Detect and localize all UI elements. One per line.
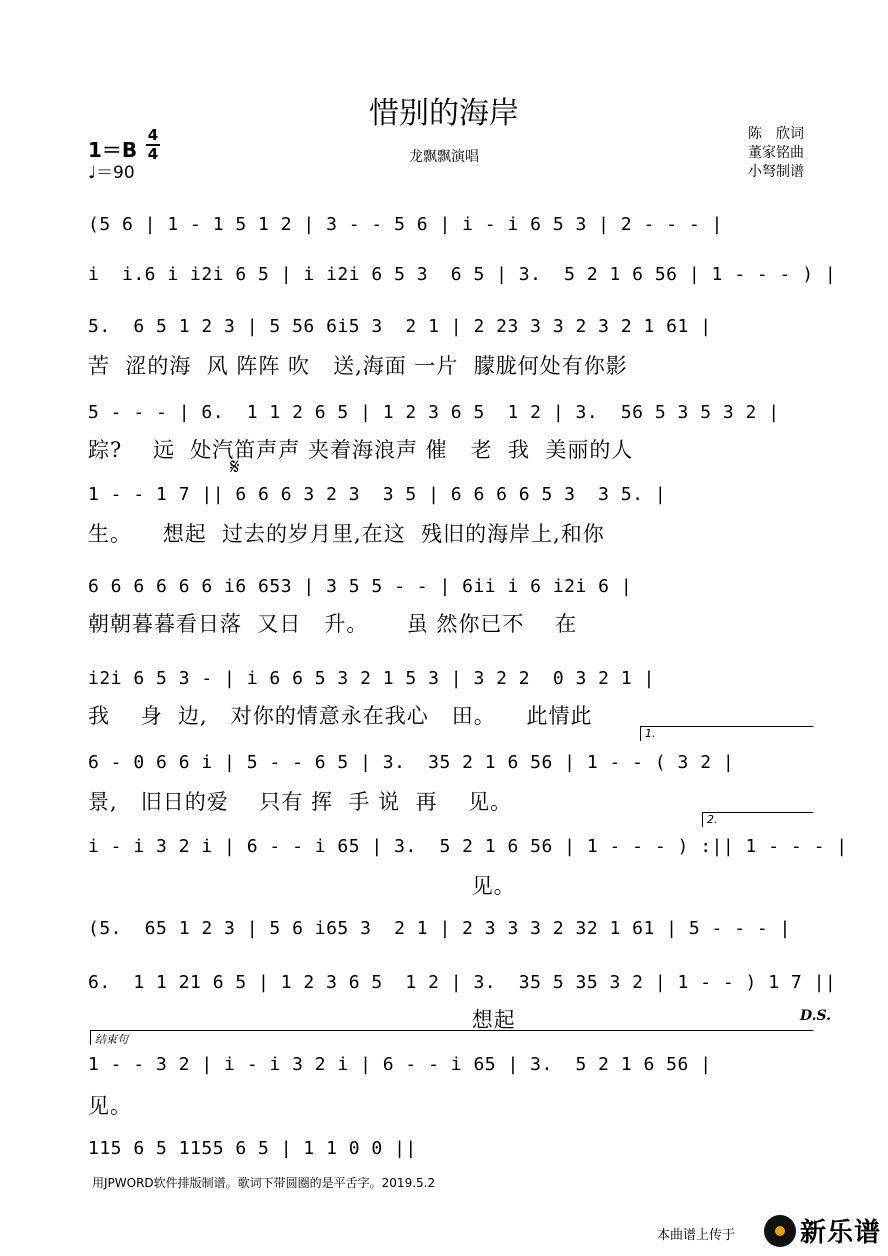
ds-mark: D.S.	[800, 1008, 832, 1024]
volta-2: 2.	[702, 812, 813, 827]
volta-1: 1.	[640, 726, 813, 741]
credits	[748, 125, 804, 182]
score-line-9: i - i 3 2 i | 6 - - i 65 | 3. 5 2 1 6 56 | 1 - - - ) :|| 1 - - - |	[88, 836, 848, 857]
lyric-line-6: 朝朝暮暮看日落 又日 升。 虽 然你已不 在	[88, 612, 578, 636]
lyric-line-12: 见。	[88, 1094, 132, 1118]
composer: 董家铭曲	[748, 145, 804, 161]
lyricist: 陈 欣词	[748, 126, 804, 142]
key-signature: 1＝B	[88, 138, 138, 162]
song-title: 惜别的海岸	[369, 96, 519, 131]
score-line-6: 6 6 6 6 6 6 i6 653 | 3 5 5 - - | 6ii i 6 i2i 6 |	[88, 576, 633, 597]
lyric-line-4: 踪? 远 处汽笛声声 夹着海浪声 催 老 我 美丽的人	[88, 438, 634, 462]
score-line-11: 6. 1 1 21 6 5 | 1 2 3 6 5 1 2 | 3. 35 5 35 3 2 | 1 - - ) 1 7 ||	[88, 972, 837, 993]
score-line-10: (5. 65 1 2 3 | 5 6 i65 3 2 1 | 2 3 3 3 2 32 1 61 | 5 - - - |	[88, 918, 791, 939]
score-line-2: i i.6 i i2i 6 5 | i i2i 6 5 3 6 5 | 3. 5 2 1 6 56 | 1 - - - ) |	[88, 264, 837, 285]
record-logo-icon	[764, 1215, 796, 1247]
lyric-line-9: 见。	[88, 874, 516, 898]
score-line-13: 115 6 5 1155 6 5 | 1 1 0 0 ||	[88, 1138, 417, 1159]
site-brand: 新乐谱	[800, 1218, 882, 1248]
lyric-line-3: 苦 涩的海 风 阵阵 吹 送,海面 一片 朦胧何处有你影	[88, 354, 628, 378]
time-signature	[146, 128, 160, 162]
ending-phrase-bracket: 结束句	[90, 1030, 813, 1045]
score-line-12: 1 - - 3 2 | i - i 3 2 i | 6 - - i 65 | 3. 5 2 1 6 56 |	[88, 1054, 712, 1075]
segno-sign: 𝄋	[230, 455, 240, 480]
score-line-5: 1 - - 1 7 || 6 6 6 3 2 3 3 5 | 6 6 6 6 5 3 3 5. |	[88, 484, 667, 505]
time-signature-top: 4	[147, 126, 159, 144]
upload-caption: 本曲谱上传于	[657, 1228, 736, 1243]
footnote: 用JPWORD软件排版制谱。歌词下带圆圈的是平舌字。2019.5.2	[92, 1176, 436, 1190]
score-line-7: i2i 6 5 3 - | i 6 6 5 3 2 1 5 3 | 3 2 2 0 3 2 1 |	[88, 668, 655, 689]
arranger: 小弩制谱	[748, 164, 804, 180]
performer: 龙飘飘演唱	[409, 149, 479, 165]
tempo-marking: ♩＝90	[88, 163, 135, 183]
score-line-1: (5 6 | 1 - 1 5 1 2 | 3 - - 5 6 | i - i 6 5 3 | 2 - - - |	[88, 214, 723, 235]
time-signature-bottom: 4	[147, 145, 159, 163]
lyric-line-8: 景, 旧日的爱 只有 挥 手 说 再 见。	[88, 790, 513, 814]
lyric-line-7: 我 身 边, 对你的情意永在我心 田。 此情此	[88, 704, 593, 728]
score-line-8: 6 - 0 6 6 i | 5 - - 6 5 | 3. 35 2 1 6 56 | 1 - - ( 3 2 |	[88, 752, 735, 773]
score-line-4: 5 - - - | 6. 1 1 2 6 5 | 1 2 3 6 5 1 2 | 3. 56 5 3 5 3 2 |	[88, 402, 780, 423]
lyric-line-11: 想起	[88, 1008, 516, 1032]
score-line-3: 5. 6 5 1 2 3 | 5 56 6i5 3 2 1 | 2 23 3 3 2 3 2 1 61 |	[88, 316, 712, 337]
lyric-line-5: 生。 想起 过去的岁月里,在这 残旧的海岸上,和你	[88, 522, 605, 546]
